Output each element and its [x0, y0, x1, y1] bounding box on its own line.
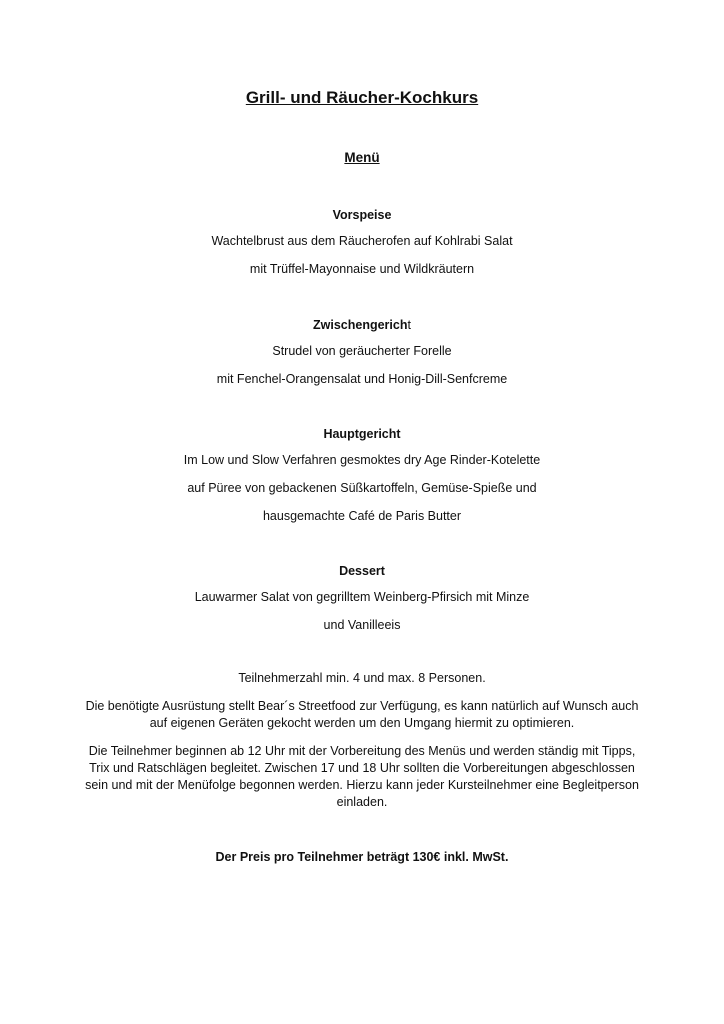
course-title — [0, 207, 724, 223]
course-zwischengericht — [0, 317, 724, 399]
course-line: Lauwarmer Salat von gegrilltem Weinberg-Pfirsich mit Minze — [194, 590, 530, 604]
course-line: hausgemachte Café de Paris Butter — [262, 509, 462, 523]
menu-heading: Menü — [344, 150, 380, 165]
course-dessert — [0, 563, 724, 645]
course-line: mit Fenchel-Orangensalat und Honig-Dill-Senfcreme — [216, 372, 508, 386]
course-title — [0, 426, 724, 442]
course-line: auf Püree von gebackenen Süßkartoffeln, Gemüse-Spieße und — [187, 481, 537, 495]
course-title-tail: t — [407, 318, 411, 332]
document-title: Grill- und Räucher-Kochkurs — [245, 88, 479, 107]
course-title-text: Vorspeise — [332, 208, 392, 222]
course-title — [0, 563, 724, 579]
equipment-info: Die benötigte Ausrüstung stellt Bear´s Streetfood zur Verfügung, es kann natürlich auf Wunsch auch auf eigenen Geräten gekocht werden um den Umgang hiermit zu optimieren. — [85, 699, 639, 730]
course-line: Im Low und Slow Verfahren gesmoktes dry Age Rinder-Kotelette — [183, 453, 541, 467]
course-title-text: Hauptgericht — [323, 427, 401, 441]
course-line: mit Trüffel-Mayonnaise und Wildkräutern — [249, 262, 475, 276]
course-vorspeise — [0, 207, 724, 289]
course-title-text: Zwischengerich — [313, 318, 408, 332]
price-info: Der Preis pro Teilnehmer beträgt 130€ inkl. MwSt. — [215, 850, 509, 864]
course-title-text: Dessert — [339, 564, 385, 578]
course-line: Wachtelbrust aus dem Räucherofen auf Kohlrabi Salat — [211, 234, 513, 248]
schedule-info: Die Teilnehmer beginnen ab 12 Uhr mit der Vorbereitung des Menüs und werden ständig mit Tipps, Trix und Ratschlägen begleitet. Zwischen 17 und 18 Uhr sollten die Vorbereitungen abgeschlossen sein und mit der Menüfolge begonnen werden. Hierzu kann jeder Kursteilnehmer eine Begleitperson einladen. — [85, 744, 639, 809]
course-line: Strudel von geräucherter Forelle — [272, 344, 452, 358]
course-hauptgericht — [0, 426, 724, 536]
participants-info: Teilnehmerzahl min. 4 und max. 8 Personen. — [238, 671, 486, 685]
course-line: und Vanilleeis — [323, 618, 401, 632]
course-title — [0, 317, 724, 333]
